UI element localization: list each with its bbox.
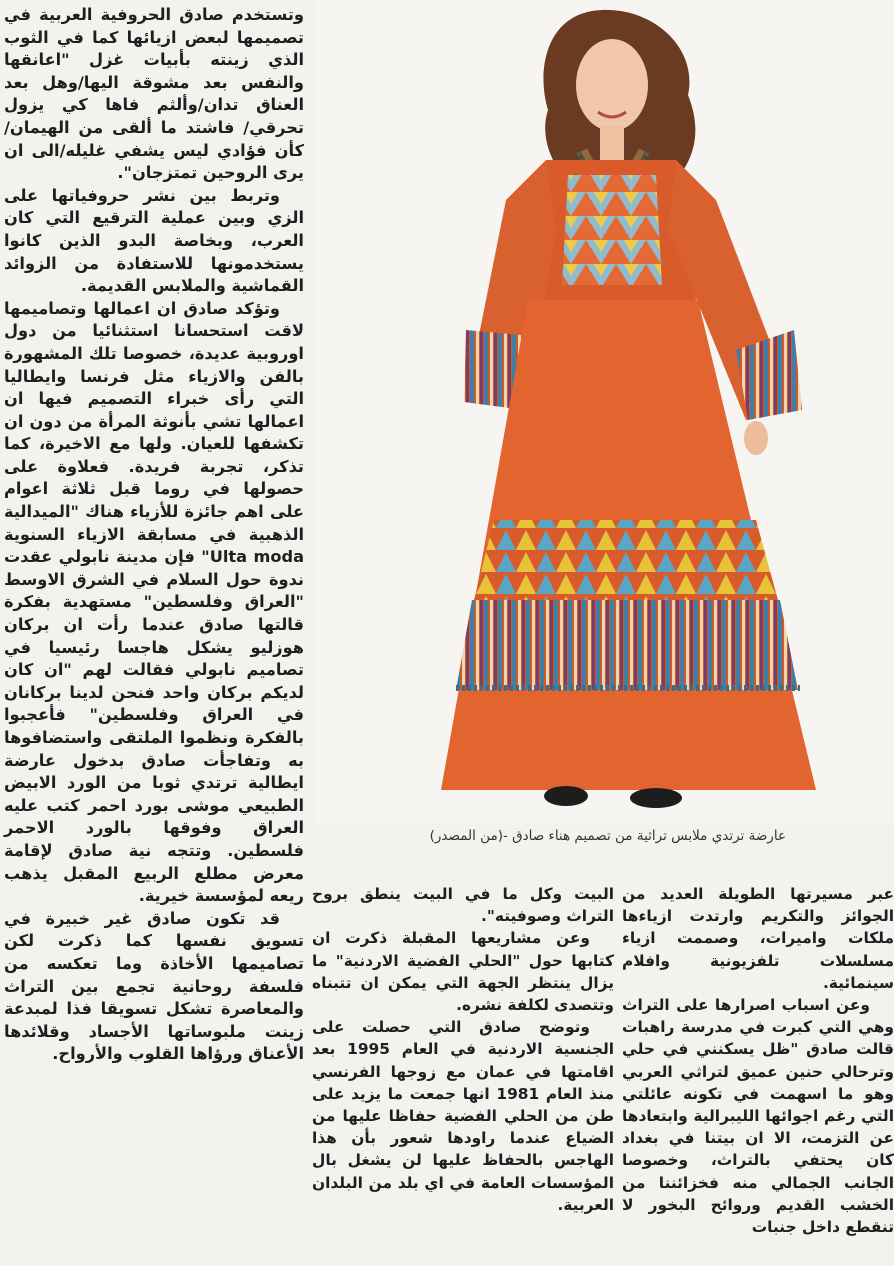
article-column-middle <box>312 883 614 1216</box>
model-illustration <box>316 0 894 824</box>
paragraph: البيت وكل ما في البيت ينطق بروح التراث وصوفيته". <box>312 885 614 926</box>
paragraph: وتوضح صادق التي حصلت على الجنسية الاردنية في العام 1995 بعد اقامتها في عمان مع زوجها الفرنسي منذ العام 1981 انها جمعت ما يزيد على طن من الحلي الفضية حفاظا عليها من الضياع عندما راودها شعور بأن هذا الهاجس بالحفاظ عليها لن يشغل بال المؤسسات العامة في اي بلد من البلدان العربية. <box>312 1018 615 1214</box>
photo-caption: عارضة ترتدي ملابس تراثية من تصميم هناء صادق -(من المصدر) <box>429 828 786 844</box>
paragraph: قد تكون صادق غير خبيرة في تسويق نفسها كما ذكرت لكن تصاميمها الأخاذة وما تعكسه من فلسفة روحانية تجمع بين التراث والمعاصرة تشكل تسويقا فذا لمبدعة زينت ملبوساتها الأجساد وقلائدها الأعناق ورؤاها القلوب والأرواح. <box>4 908 304 1064</box>
fashion-photo <box>316 0 894 824</box>
article-column-left <box>622 883 894 1238</box>
paragraph: وتؤكد صادق ان اعمالها وتصاميمها لاقت استحسانا استثنائيا من دول اوروبية عديدة، خصوصا تلك المشهورة بالفن والازياء مثل فرنسا وايطاليا التي رأى خبراء التصميم فيها ان اعمالها تشي بأنوثة المرأة من دون ان تكشفها للعيان. ولها مع الاخيرة، كما تذكر، تجربة فريدة. فعلاوة على حصولها في روما قبل ثلاثة اعوام على اهم جائزة للأزياء هناك "الميدالية الذهبية في مسابقة الازياء السنوية Ulta moda" فإن مدينة نابولي عقدت ندوة حول السلام في الشرق الاوسط "العراق وفلسطين" مستهدية بفكرة قالتها صادق عندما رأت ان بركان هوزليو يشكل هاجسا رئيسيا في تصاميم نابولي فقالت لهم "ان كان لديكم بركان واحد فنحن لدينا بركانان في العراق وفلسطين" فأعجبوا بالفكرة ونظموا الملتقى واستضافوها به وتفاجأت صادق بدخول عارضة ايطالية ترتدي ثوبا من الورد الابيض الطبيعي موشى بورد احمر كتب عليه العراق وفوقها بالورد الاحمر فلسطين. وتتجه نية صادق لإقامة معرض مطلع الربيع المقبل يذهب ريعه لمؤسسة خيرية. <box>4 298 304 906</box>
paragraph: عبر مسيرتها الطويلة العديد من الجوائز والتكريم وارتدت ازياءها ملكات واميرات، وصممت ازياء مسلسلات تلفزيونية وافلام سينمائية. <box>622 885 894 992</box>
paragraph: وعن مشاريعها المقبلة ذكرت ان كتابها حول "الحلي الفضية الاردنية" ما يزال ينتظر الجهة التي يمكن ان تتبناه وتتصدى لكلفة نشره. <box>312 929 614 1015</box>
article-column-right <box>4 4 304 1066</box>
paragraph: وتستخدم صادق الحروفية العربية في تصميمها لبعض ازيائها كما في الثوب الذي زينته بأبيات غزل "اعانقها والنفس بعد مشوقة اليها/وهل بعد العناق تدان/وألثم فاها كي يزول تحرقي/ فاشتد ما ألقى من الهيمان/كأن فؤادي ليس يشفي غليله/الى ان يرى الروحين تمتزجان". <box>4 5 304 183</box>
paragraph: وتربط بين نشر حروفياتها على الزي وبين عملية الترقيع التي كان العرب، وبخاصة البدو الذين كانوا يستخدمونها للاستفادة من الزوائد القماشية والملابس القديمة. <box>4 185 304 296</box>
paragraph: وعن اسباب اصرارها على التراث وهي التي كبرت في مدرسة راهبات قالت صادق "ظل يسكنني في حلي وترحالي حنين عميق لتراثي العربي وهو ما اسهمت في تكونه عائلتي التي رغم اجوائها الليبرالية وابتعادها عن التزمت، الا ان بيتنا في بغداد كان يحتفي بالتراث، وخصوصا الجانب الجمالي منه فخزائننا من الخشب القديم وروائح البخور لا تنقطع داخل جنبات <box>622 996 894 1237</box>
